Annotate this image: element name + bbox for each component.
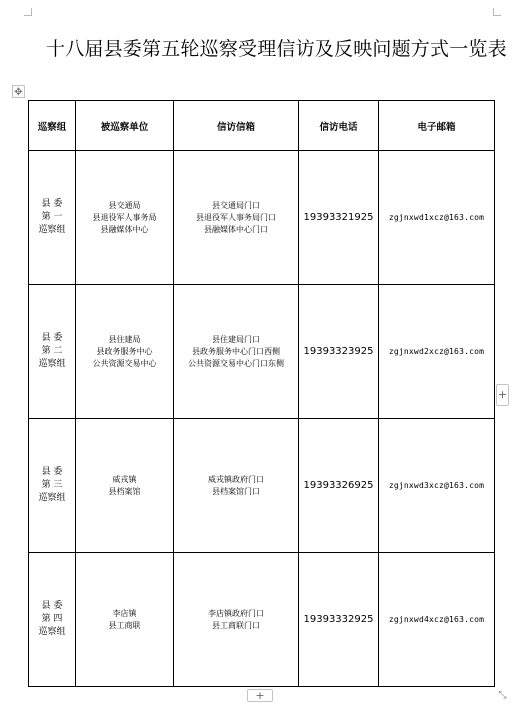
email-cell[interactable]: zgjnxwd2xcz@163.com — [379, 285, 495, 419]
unit-cell-line: 威戎镇 — [112, 474, 137, 484]
margin-corner-top-left — [24, 8, 32, 16]
plus-icon: + — [255, 689, 265, 702]
table-header-row — [29, 101, 495, 151]
group-cell-line: 县 委 — [41, 601, 63, 611]
unit-cell-line: 县工商联 — [108, 620, 141, 630]
inspection-table — [28, 100, 495, 687]
mailbox-cell[interactable] — [174, 151, 299, 285]
phone-cell[interactable]: 19393321925 — [299, 151, 379, 285]
group-cell-line: 第 四 — [41, 614, 63, 624]
table-row — [29, 553, 495, 687]
phone-cell[interactable]: 19393326925 — [299, 419, 379, 553]
header-cell[interactable]: 被巡察单位 — [76, 101, 174, 151]
group-cell[interactable] — [29, 419, 76, 553]
email-cell[interactable]: zgjnxwd3xcz@163.com — [379, 419, 495, 553]
mailbox-cell-line: 李店镇政府门口 — [208, 608, 264, 618]
email-cell[interactable]: zgjnxwd4xcz@163.com — [379, 553, 495, 687]
table-row — [29, 151, 495, 285]
plus-icon: + — [497, 388, 508, 401]
group-cell-line: 县 委 — [41, 199, 63, 209]
resize-corner-icon[interactable]: ⤡ — [498, 690, 507, 701]
mailbox-cell-line: 县交通局门口 — [212, 200, 260, 210]
add-row-button[interactable] — [247, 689, 273, 702]
group-cell-line: 县 委 — [41, 467, 63, 477]
group-cell-line: 巡察组 — [38, 225, 66, 235]
unit-cell-line: 县政务服务中心 — [96, 346, 153, 356]
group-cell[interactable] — [29, 553, 76, 687]
unit-cell-line: 李店镇 — [112, 608, 137, 618]
mailbox-cell-line: 威戎镇政府门口 — [208, 474, 264, 484]
add-column-button[interactable] — [496, 384, 509, 406]
table-row — [29, 285, 495, 419]
unit-cell-line: 县融媒体中心 — [100, 224, 149, 234]
header-cell[interactable]: 信访电话 — [299, 101, 379, 151]
group-cell[interactable] — [29, 151, 76, 285]
phone-cell[interactable]: 19393332925 — [299, 553, 379, 687]
mailbox-cell-line: 公共资源交易中心门口东侧 — [188, 358, 284, 368]
header-cell[interactable]: 电子邮箱 — [379, 101, 495, 151]
phone-cell[interactable]: 19393323925 — [299, 285, 379, 419]
group-cell-line: 第 三 — [41, 480, 63, 490]
group-cell[interactable] — [29, 285, 76, 419]
mailbox-cell[interactable] — [174, 285, 299, 419]
unit-cell-line: 县住建局 — [108, 334, 141, 344]
group-cell-line: 巡察组 — [38, 493, 66, 503]
mailbox-cell-line: 县退役军人事务局门口 — [196, 212, 276, 222]
group-cell-line: 巡察组 — [38, 627, 66, 637]
group-cell-line: 第 一 — [41, 212, 63, 222]
document-title: 十八届县委第五轮巡察受理信访及反映问题方式一览表 — [46, 38, 507, 60]
unit-cell[interactable] — [76, 419, 174, 553]
unit-cell-line: 县交通局 — [108, 200, 141, 210]
move-arrows-icon[interactable]: ✥ — [12, 85, 25, 98]
margin-corner-top-right — [493, 8, 501, 16]
mailbox-cell-line: 县融媒体中心门口 — [204, 224, 268, 234]
header-cell[interactable]: 巡察组 — [29, 101, 76, 151]
header-cell[interactable]: 信访信箱 — [174, 101, 299, 151]
mailbox-cell-line: 县工商联门口 — [212, 620, 260, 630]
unit-cell[interactable] — [76, 553, 174, 687]
group-cell-line: 巡察组 — [38, 359, 66, 369]
table-row — [29, 419, 495, 553]
email-cell[interactable]: zgjnxwd1xcz@163.com — [379, 151, 495, 285]
unit-cell-line: 县档案馆 — [108, 486, 141, 496]
unit-cell[interactable] — [76, 151, 174, 285]
mailbox-cell[interactable] — [174, 553, 299, 687]
group-cell-line: 县 委 — [41, 333, 63, 343]
group-cell-line: 第 二 — [41, 346, 63, 356]
unit-cell-line: 公共资源交易中心 — [92, 358, 157, 368]
mailbox-cell-line: 县住建局门口 — [212, 334, 260, 344]
mailbox-cell-line: 县政务服务中心门口西侧 — [192, 346, 280, 356]
mailbox-cell[interactable] — [174, 419, 299, 553]
unit-cell-line: 县退役军人事务局 — [92, 212, 157, 222]
mailbox-cell-line: 县档案馆门口 — [212, 486, 260, 496]
unit-cell[interactable] — [76, 285, 174, 419]
